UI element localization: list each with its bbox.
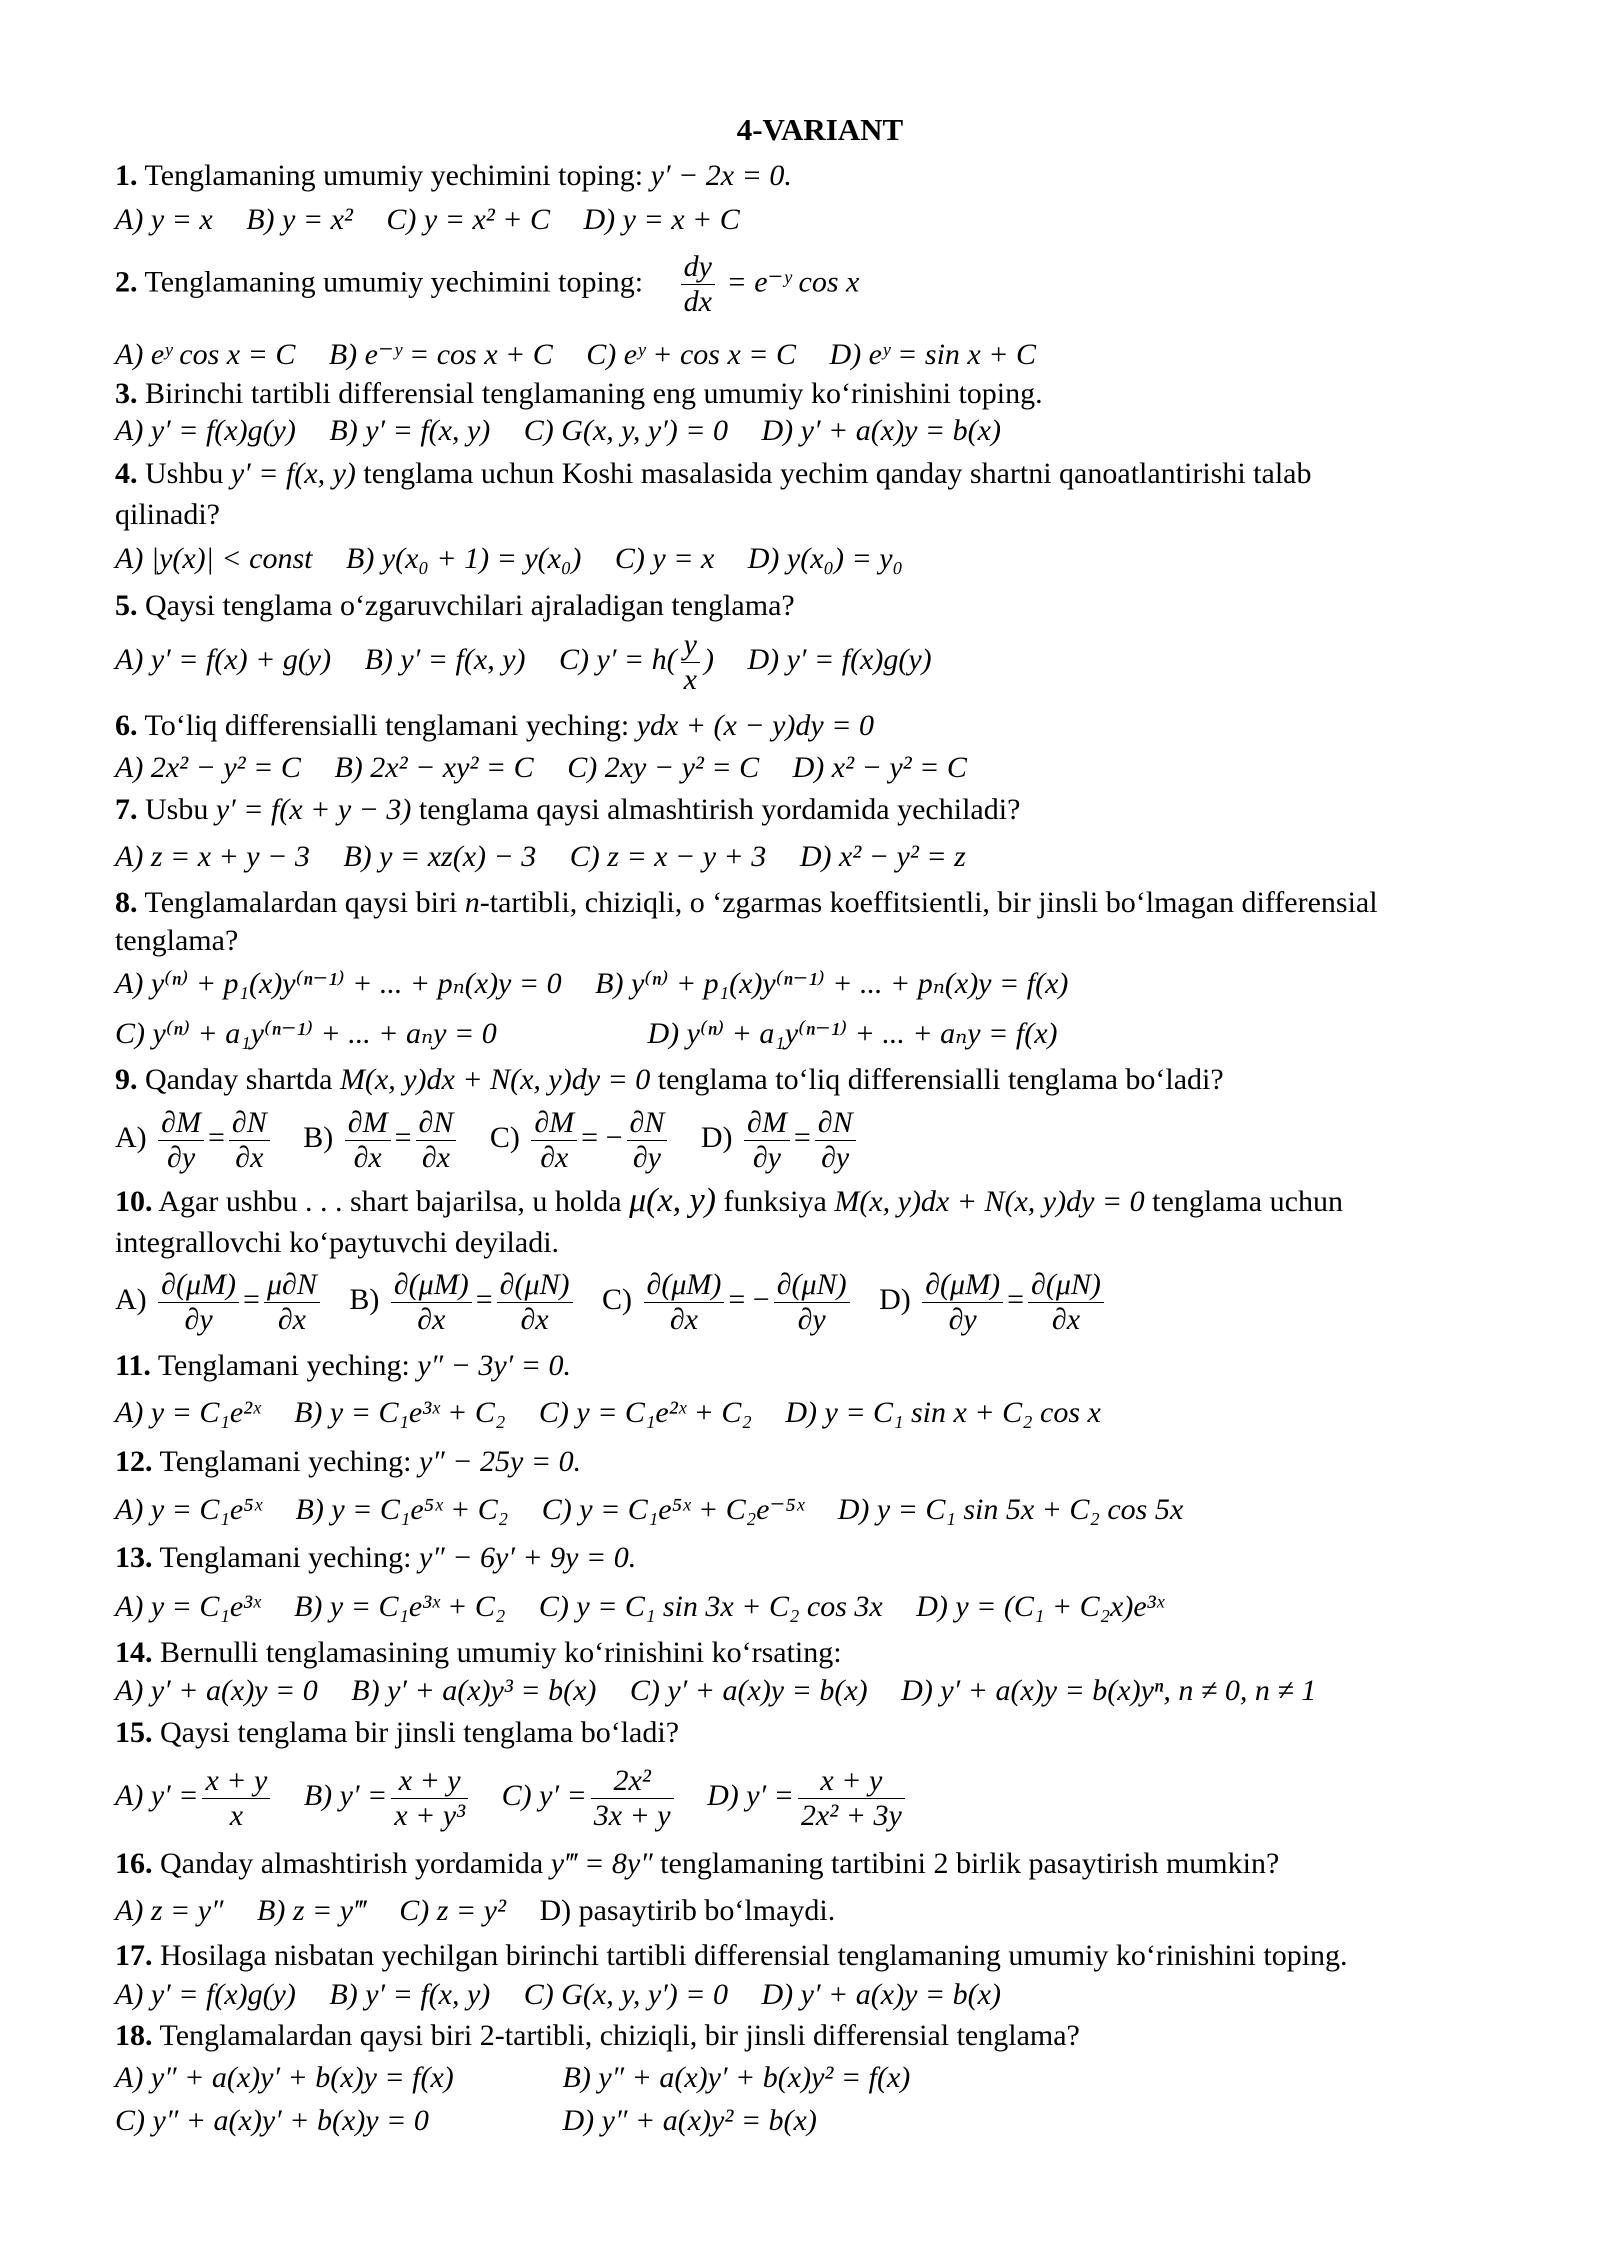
question-number: 15. [115, 1716, 153, 1749]
option-d[interactable]: D) y⁽ⁿ⁾ + a₁y⁽ⁿ⁻¹⁾ + ... + aₙy = f(x) [647, 1017, 1058, 1050]
fraction-right [774, 1268, 850, 1337]
question-number: 13. [115, 1541, 153, 1574]
derivative-fraction [681, 250, 715, 319]
option-b[interactable]: B) e⁻ʸ = cos x + C [328, 338, 553, 371]
option-c[interactable]: C) z = y² [399, 1894, 506, 1927]
question-6 [115, 707, 874, 745]
fraction [591, 1764, 674, 1833]
question-text-prefix: Qanday almashtirish yordamida [160, 1847, 544, 1880]
denominator: ∂y [948, 1302, 977, 1336]
option-prefix: C) y′ = [501, 1779, 587, 1812]
page-title: 4-VARIANT [736, 112, 904, 147]
option-c[interactable]: C) y = C₁ sin 3x + C₂ cos 3x [538, 1590, 883, 1623]
option-prefix: D) y′ = [707, 1779, 794, 1812]
question-number: 9. [115, 1063, 138, 1096]
option-c[interactable]: C) y′ + a(x)y = b(x) [629, 1674, 868, 1707]
denominator: ∂y [752, 1140, 781, 1174]
question-text: Tenglamalardan qaysi biri 2-tartibli, chiziqli, bir jinsli differensial tenglama? [159, 2019, 1080, 2052]
fraction-left [531, 1106, 577, 1175]
question-number: 5. [115, 589, 138, 622]
question-text: Tenglamani yeching: [159, 1445, 412, 1478]
question-text: tenglama to‘liq differensialli tenglama bo‘ladi? [657, 1063, 1224, 1096]
answers-18-row1 [115, 2059, 910, 2097]
denominator: ∂x [669, 1302, 698, 1336]
denominator: ∂x [277, 1302, 306, 1336]
option-a[interactable]: A) y⁽ⁿ⁾ + p₁(x)y⁽ⁿ⁻¹⁾ + ... + pₙ(x)y = 0 [115, 967, 562, 1000]
option-b[interactable]: B) y″ + a(x)y′ + b(x)y² = f(x) [562, 2061, 911, 2094]
question-text: Qaysi tenglama o‘zgaruvchilari ajraladigan tenglama? [145, 589, 795, 622]
option-c[interactable]: C) $\frac{\partial M}{\partial x}$ = − $\frac{\partial N}{\partial y}$ [490, 1121, 679, 1154]
fraction-right [627, 1106, 668, 1175]
answers-8-row1 [115, 965, 1094, 1003]
question-4 [115, 455, 1311, 493]
option-d[interactable]: D) y′ + a(x)y = b(x) [761, 1978, 1001, 2011]
fraction-left [391, 1268, 472, 1337]
option-b[interactable]: B) y = xz(x) − 3 [343, 840, 537, 873]
equation: M(x, y)dx + N(x, y)dy = 0 [834, 1185, 1145, 1218]
option-b[interactable]: B) y = C₁e⁵ˣ + C₂ [295, 1493, 509, 1526]
fraction-left [345, 1106, 391, 1175]
option-a[interactable]: A) z = x + y − 3 [115, 840, 310, 873]
option-c-prefix: C) y′ = h( [559, 643, 677, 677]
question-15 [115, 1714, 679, 1752]
option-d[interactable] [707, 1763, 909, 1832]
denominator: 3x + y [593, 1798, 671, 1832]
equation-rhs: = e⁻ʸ cos x [726, 265, 860, 299]
order-symbol: n [464, 886, 480, 919]
numerator: ∂(μM) [922, 1268, 1003, 1303]
option-a[interactable]: A) y = C₁e⁵ˣ [115, 1493, 263, 1526]
fraction-numerator: y [681, 628, 700, 663]
option-d[interactable]: D) y = (C₁ + C₂x)e³ˣ [916, 1590, 1165, 1623]
question-text: tenglama qaysi almashtirish yordamida yechiladi? [418, 793, 1021, 826]
question-17 [115, 1937, 1348, 1975]
option-b[interactable]: B) y = C₁e³ˣ + C₂ [294, 1396, 506, 1429]
numerator: x + y [391, 1764, 468, 1799]
option-a[interactable]: A) $\frac{\partial(\mu M)}{\partial y}$ = $\frac{\mu\partial N}{\partial x}$ [115, 1283, 331, 1316]
equation: y″ − 25y = 0. [418, 1445, 582, 1478]
question-11 [115, 1347, 571, 1385]
question-text: Birinchi tartibli differensial tenglamaning eng umumiy ko‘rinishini toping. [145, 377, 1043, 410]
question-10-cont: integrallovchi ko‘paytuvchi deyiladi. [115, 1226, 560, 1259]
numerator: ∂N [229, 1106, 270, 1141]
option-b[interactable] [303, 1763, 472, 1832]
numerator: ∂M [345, 1106, 391, 1141]
question-text-prefix: Qanday shartda [145, 1063, 333, 1096]
numerator: ∂(μN) [774, 1268, 850, 1303]
option-d[interactable]: D) y = C₁ sin x + C₂ cos x [785, 1396, 1101, 1429]
option-d[interactable]: D) eʸ = sin x + C [829, 338, 1036, 371]
option-a[interactable]: A) y = C₁e²ˣ [115, 1396, 261, 1429]
numerator: ∂M [531, 1106, 577, 1141]
question-number: 6. [115, 709, 138, 742]
option-a[interactable]: A) y = C₁e³ˣ [115, 1590, 261, 1623]
equation: y‴ = 8y″ [550, 1847, 653, 1880]
answers-9 [115, 1100, 860, 1176]
question-text: -tartibli, chiziqli, o ‘zgarmas koeffitsientli, bir jinsli bo‘lmagan differensial [479, 886, 1378, 919]
question-text: Tenglamaning umumiy yechimini toping: [144, 159, 644, 192]
option-a[interactable]: A) eʸ cos x = C [115, 338, 296, 371]
numerator: ∂N [627, 1106, 668, 1141]
answers-2 [115, 336, 1062, 374]
option-d[interactable]: D) y = C₁ sin 5x + C₂ cos 5x [837, 1493, 1184, 1526]
option-b[interactable]: B) y = x² [246, 203, 353, 236]
denominator: ∂x [540, 1140, 569, 1174]
fraction-denominator: x [683, 663, 697, 696]
fraction-right [264, 1268, 320, 1337]
question-text: Qaysi tenglama bir jinsli tenglama bo‘ladi? [160, 1716, 680, 1749]
question-text-prefix: Ushbu [145, 457, 224, 490]
option-c[interactable]: C) y″ + a(x)y′ + b(x)y = 0 [115, 2104, 429, 2137]
fraction-left [644, 1268, 725, 1337]
question-14 [115, 1634, 842, 1672]
question-text: Tenglamani yeching: [157, 1349, 410, 1382]
question-text: Tenglamaning umumiy yechimini toping: [144, 265, 644, 299]
question-text-mid: funksiya [723, 1185, 827, 1218]
question-number: 11. [115, 1349, 151, 1382]
numerator: μ∂N [264, 1268, 320, 1303]
option-a[interactable]: A) $\frac{\partial M}{\partial y}$ = $\frac{\partial N}{\partial x}$ [115, 1121, 281, 1154]
question-number: 17. [115, 1939, 153, 1972]
question-16 [115, 1845, 1279, 1883]
numerator: 2x² [591, 1764, 674, 1799]
question-9 [115, 1061, 1224, 1099]
operator: = [1007, 1283, 1025, 1316]
option-a[interactable] [115, 1763, 274, 1832]
denominator: ∂x [235, 1140, 264, 1174]
option-prefix: B) y′ = [303, 1779, 388, 1812]
option-d[interactable]: D) y′ = f(x)g(y) [747, 643, 932, 677]
question-2 [115, 250, 859, 319]
answers-16 [115, 1892, 861, 1930]
question-number: 12. [115, 1445, 153, 1478]
option-prefix: A) y′ = [115, 1779, 199, 1812]
question-13 [115, 1539, 636, 1577]
fraction-left [744, 1106, 790, 1175]
question-4-cont: qilinadi? [115, 498, 220, 531]
option-d[interactable]: D) y″ + a(x)y² = b(x) [562, 2104, 817, 2137]
fraction-right [497, 1268, 573, 1337]
answers-7 [115, 838, 992, 876]
option-c[interactable]: C) G(x, y, y′) = 0 [523, 1978, 729, 2011]
denominator: ∂y [184, 1302, 213, 1336]
answers-5 [115, 628, 958, 697]
mu-function: μ(x, y) [629, 1182, 716, 1219]
question-text: To‘liq differensialli tenglamani yeching: [144, 709, 630, 742]
question-text-prefix: Tenglamalardan qaysi biri [144, 886, 458, 919]
operator: = − [581, 1121, 623, 1154]
question-8-cont: tenglama? [115, 924, 239, 957]
question-text: Hosilaga nisbatan yechilgan birinchi tartibli differensial tenglamaning umumiy ko‘rinishini toping. [160, 1939, 1348, 1972]
denominator: ∂y [821, 1140, 850, 1174]
option-a[interactable]: A) y′ + a(x)y = 0 [115, 1674, 318, 1707]
option-b[interactable]: B) $\frac{\partial(\mu M)}{\partial x}$ = $\frac{\partial(\mu N)}{\partial x}$ [349, 1283, 584, 1316]
option-b[interactable]: B) y′ = f(x, y) [329, 414, 491, 447]
denominator: ∂x [417, 1302, 446, 1336]
operator: = [394, 1121, 412, 1154]
question-number: 4. [115, 457, 138, 490]
denominator: ∂y [797, 1302, 826, 1336]
option-b[interactable]: B) y′ = f(x, y) [364, 643, 526, 677]
option-a[interactable]: A) 2x² − y² = C [115, 751, 301, 784]
fraction-left [922, 1268, 1003, 1337]
option-a[interactable]: A) y′ = f(x)g(y) [115, 1978, 296, 2011]
operator: = [243, 1283, 260, 1316]
question-number: 10. [115, 1185, 153, 1218]
fraction-left [158, 1268, 239, 1337]
option-d[interactable]: D) y′ + a(x)y = b(x) [761, 414, 1001, 447]
option-d[interactable]: D) $\frac{\partial(\mu M)}{\partial y}$ = $\frac{\partial(\mu N)}{\partial x}$ [879, 1283, 1108, 1316]
option-d[interactable]: D) x² − y² = z [799, 840, 966, 873]
option-c-suffix: ) [703, 643, 714, 677]
option-b[interactable]: B) y⁽ⁿ⁾ + p₁(x)y⁽ⁿ⁻¹⁾ + ... + pₙ(x)y = f(x) [595, 967, 1069, 1000]
fraction [798, 1764, 905, 1833]
answers-11 [115, 1394, 1127, 1432]
question-number: 14. [115, 1636, 153, 1669]
option-b[interactable]: B) z = y‴ [257, 1894, 366, 1927]
question-1 [115, 157, 792, 195]
numerator: ∂N [815, 1106, 856, 1141]
numerator: ∂(μM) [644, 1268, 725, 1303]
answers-15 [115, 1756, 909, 1836]
question-7 [115, 791, 1020, 829]
equation: y″ − 3y′ = 0. [417, 1349, 571, 1382]
question-number: 8. [115, 886, 138, 919]
question-12 [115, 1443, 581, 1481]
answers-18-row2 [115, 2102, 817, 2140]
option-d[interactable]: D) y(x₀) = y₀ [747, 542, 903, 575]
option-b[interactable]: B) y′ + a(x)y³ = b(x) [351, 1674, 597, 1707]
question-8 [115, 884, 1378, 922]
denominator: ∂x [1051, 1302, 1081, 1336]
option-c[interactable] [501, 1763, 678, 1832]
equation: M(x, y)dx + N(x, y)dy = 0 [339, 1063, 651, 1096]
denominator: ∂y [632, 1140, 661, 1174]
fraction-right [1028, 1268, 1104, 1337]
answers-17 [115, 1976, 1027, 2014]
option-a[interactable]: A) y″ + a(x)y′ + b(x)y = f(x) [115, 2061, 454, 2094]
operator: = [475, 1283, 493, 1316]
option-c[interactable]: C) y = x [614, 542, 715, 575]
answers-3 [115, 412, 1027, 450]
question-number: 18. [115, 2019, 153, 2052]
option-a[interactable]: A) z = y″ [115, 1894, 224, 1927]
denominator: ∂x [421, 1140, 450, 1174]
question-10 [115, 1182, 1343, 1221]
denominator: ∂y [167, 1140, 196, 1174]
option-b[interactable]: B) $\frac{\partial M}{\partial x}$ = $\frac{\partial N}{\partial x}$ [303, 1121, 468, 1154]
option-d[interactable]: D) y = x + C [583, 203, 740, 236]
option-a[interactable]: A) y′ = f(x)g(y) [115, 414, 296, 447]
fraction-left [158, 1106, 204, 1175]
numerator: x + y [798, 1764, 905, 1799]
denominator: x + y³ [394, 1798, 466, 1832]
fraction-right [229, 1106, 270, 1175]
question-number: 7. [115, 793, 138, 826]
option-c[interactable]: C) y = C₁e⁵ˣ + C₂e⁻⁵ˣ [541, 1493, 805, 1526]
option-b[interactable]: B) y′ = f(x, y) [329, 1978, 491, 2011]
option-c[interactable] [559, 628, 721, 696]
equation: y′ = f(x, y) [230, 457, 356, 490]
question-number: 3. [115, 377, 138, 410]
operator: = [793, 1121, 811, 1154]
denominator: ∂x [353, 1140, 382, 1174]
fraction [202, 1764, 270, 1833]
question-text-prefix: Usbu [145, 793, 209, 826]
denominator: 2x² + 3y [800, 1798, 902, 1832]
operator: = [207, 1121, 225, 1154]
answers-8-row2 [115, 1015, 1058, 1053]
fraction-right [815, 1106, 856, 1175]
question-text: Tenglamani yeching: [159, 1541, 412, 1574]
option-c[interactable]: C) y = C₁e²ˣ + C₂ [538, 1396, 752, 1429]
numerator: x + y [202, 1764, 270, 1799]
equation: y′ − 2x = 0. [650, 159, 792, 192]
question-text-prefix: Agar ushbu . . . shart bajarilsa, u holda [158, 1185, 622, 1218]
numerator: ∂(μN) [497, 1268, 573, 1303]
fraction-numerator: dy [681, 250, 715, 285]
question-text: tenglama uchun Koshi masalasida yechim qanday shartni qanoatlantirishi talab [363, 457, 1312, 490]
question-text: Bernulli tenglamasining umumiy ko‘rinishini ko‘rsating: [160, 1636, 842, 1669]
question-number: 16. [115, 1847, 153, 1880]
numerator: ∂(μM) [391, 1268, 472, 1303]
option-b[interactable]: B) 2x² − xy² = C [334, 751, 534, 784]
option-a[interactable]: A) y = x [115, 203, 213, 236]
answers-6 [115, 749, 993, 787]
option-a[interactable]: A) y′ = f(x) + g(y) [115, 643, 332, 677]
option-b[interactable]: B) y(x₀ + 1) = y(x₀) [346, 542, 582, 575]
denominator: x [229, 1798, 244, 1832]
fraction-denominator: dx [683, 285, 712, 318]
denominator: ∂x [520, 1302, 549, 1336]
answers-4 [115, 540, 929, 578]
answers-12 [115, 1491, 1209, 1529]
option-b[interactable]: B) y = C₁e³ˣ + C₂ [294, 1590, 506, 1623]
option-c[interactable]: C) y⁽ⁿ⁾ + a₁y⁽ⁿ⁻¹⁾ + ... + aₙy = 0 [115, 1017, 497, 1050]
numerator: ∂M [158, 1106, 204, 1141]
option-c[interactable]: C) z = x − y + 3 [569, 840, 767, 873]
question-number: 1. [115, 159, 138, 192]
question-5 [115, 587, 795, 625]
option-d[interactable]: D) pasaytirib bo‘lmaydi. [539, 1894, 836, 1927]
question-18 [115, 2017, 1080, 2055]
question-text: tenglamaning tartibini 2 birlik pasaytirish mumkin? [660, 1847, 1280, 1880]
option-d[interactable]: D) x² − y² = C [792, 751, 967, 784]
option-c[interactable]: C) eʸ + cos x = C [586, 338, 797, 371]
option-c[interactable]: C) G(x, y, y′) = 0 [523, 414, 729, 447]
equation: y′ = f(x + y − 3) [215, 793, 412, 826]
numerator: ∂(μM) [158, 1268, 239, 1303]
fraction [391, 1764, 468, 1833]
question-text: tenglama uchun [1152, 1185, 1343, 1218]
option-c[interactable]: C) y = x² + C [386, 203, 551, 236]
answers-10 [115, 1262, 1108, 1338]
fraction-right [416, 1106, 457, 1175]
equation: ydx + (x − y)dy = 0 [636, 709, 874, 742]
option-a[interactable]: A) |y(x)| < const [115, 542, 313, 575]
operator: = − [728, 1283, 770, 1316]
option-d[interactable]: D) $\frac{\partial M}{\partial y}$ = $\frac{\partial N}{\partial y}$ [701, 1121, 860, 1154]
numerator: ∂N [416, 1106, 457, 1141]
option-c[interactable]: C) $\frac{\partial(\mu M)}{\partial x}$ = − $\frac{\partial(\mu N)}{\partial y}$ [602, 1283, 861, 1316]
question-3 [115, 375, 1043, 413]
equation: y″ − 6y′ + 9y = 0. [418, 1541, 637, 1574]
numerator: ∂M [744, 1106, 790, 1141]
answers-14 [115, 1672, 1342, 1710]
y-over-x-fraction [681, 628, 700, 697]
option-c[interactable]: C) 2xy − y² = C [567, 751, 760, 784]
numerator: ∂(μN) [1028, 1268, 1104, 1303]
answers-13 [115, 1588, 1190, 1626]
option-d[interactable]: D) y′ + a(x)y = b(x)yⁿ, n ≠ 0, n ≠ 1 [901, 1674, 1317, 1707]
answers-1 [115, 201, 766, 239]
question-number: 2. [115, 265, 138, 299]
